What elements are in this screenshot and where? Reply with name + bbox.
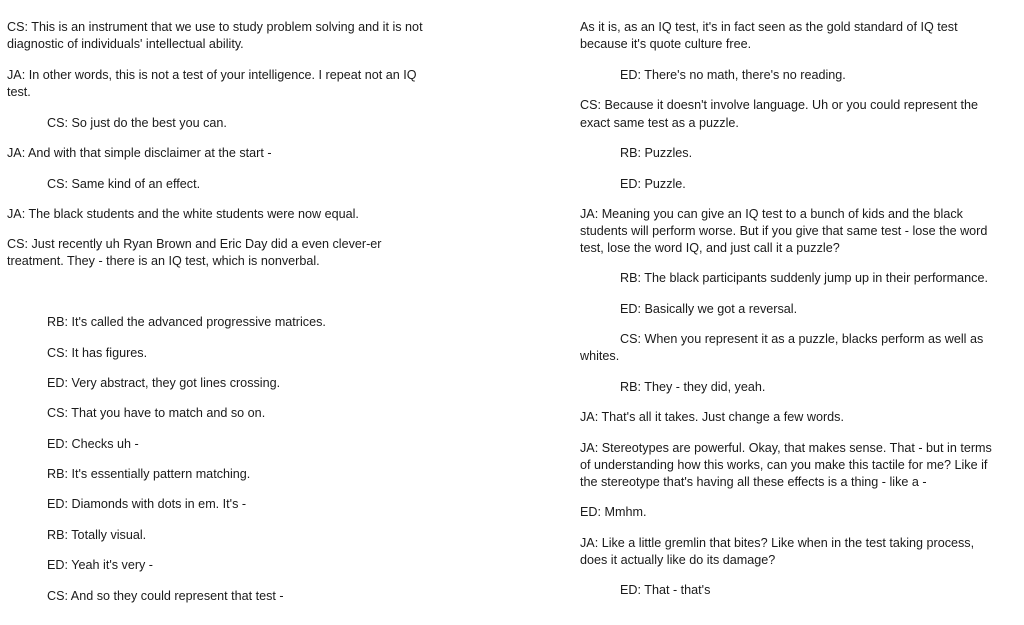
transcript-line: JA: And with that simple disclaimer at the start - (7, 146, 272, 160)
transcript-line: JA: The black students and the white students were now equal. (7, 207, 359, 221)
transcript-line: treatment. They - there is an IQ test, which is nonverbal. (7, 254, 320, 268)
transcript-line: of understanding how this works, can you make this tactile for me? Like if (580, 458, 988, 472)
transcript-line: RB: They - they did, yeah. (620, 380, 766, 394)
transcript-line: test. (7, 85, 31, 99)
transcript-line: CS: It has figures. (47, 346, 148, 360)
transcript-line: ED: That - that's (620, 583, 711, 597)
transcript-line: CS: That you have to match and so on. (47, 406, 266, 420)
transcript-line: JA: In other words, this is not a test of your intelligence. I repeat not an IQ (7, 68, 417, 82)
transcript-line: As it is, as an IQ test, it's in fact seen as the gold standard of IQ test (580, 20, 958, 34)
transcript-line: JA: That's all it takes. Just change a few words. (580, 410, 844, 424)
transcript-line: CS: And so they could represent that test - (47, 589, 284, 603)
transcript-line: JA: Meaning you can give an IQ test to a bunch of kids and the black (580, 207, 963, 221)
transcript-line: because it's quote culture free. (580, 37, 752, 51)
transcript-line: exact same test as a puzzle. (580, 116, 739, 130)
transcript-line: ED: Very abstract, they got lines crossing. (47, 376, 281, 390)
transcript-line: ED: Diamonds with dots in em. It's - (47, 497, 247, 511)
transcript-line: CS: Just recently uh Ryan Brown and Eric Day did a even clever-er (7, 237, 382, 251)
transcript-line: ED: Yeah it's very - (47, 558, 154, 572)
transcript-line: CS: This is an instrument that we use to study problem solving and it is not (7, 20, 423, 34)
transcript-line: students will perform worse. But if you give that same test - lose the word (580, 224, 988, 238)
transcript-line: RB: Totally visual. (47, 528, 147, 542)
transcript-line: JA: Stereotypes are powerful. Okay, that makes sense. That - but in terms (580, 441, 992, 455)
transcript-line: diagnostic of individuals' intellectual ability. (7, 37, 244, 51)
transcript-line: CS: When you represent it as a puzzle, blacks perform as well as (620, 332, 984, 346)
transcript-line: RB: It's essentially pattern matching. (47, 467, 251, 481)
transcript-line: ED: Checks uh - (47, 437, 139, 451)
transcript-line: ED: Basically we got a reversal. (620, 302, 798, 316)
transcript-line: whites. (580, 349, 620, 363)
transcript-line: test, lose the word IQ, and just call it a puzzle? (580, 241, 840, 255)
transcript-line: RB: The black participants suddenly jump up in their performance. (620, 271, 988, 285)
transcript-line: ED: Mmhm. (580, 505, 647, 519)
transcript-line: does it actually like do its damage? (580, 553, 776, 567)
transcript-line: ED: There's no math, there's no reading. (620, 68, 846, 82)
transcript-line: CS: Because it doesn't involve language. Uh or you could represent the (580, 98, 978, 112)
transcript-line: CS: Same kind of an effect. (47, 177, 201, 191)
transcript-line: JA: Like a little gremlin that bites? Like when in the test taking process, (580, 536, 975, 550)
transcript-line: RB: Puzzles. (620, 146, 693, 160)
transcript-line: the stereotype that's having all these effects is a thing - like a - (580, 475, 927, 489)
transcript-line: RB: It's called the advanced progressive matrices. (47, 315, 326, 329)
transcript-line: ED: Puzzle. (620, 177, 686, 191)
transcript-line: CS: So just do the best you can. (47, 116, 227, 130)
